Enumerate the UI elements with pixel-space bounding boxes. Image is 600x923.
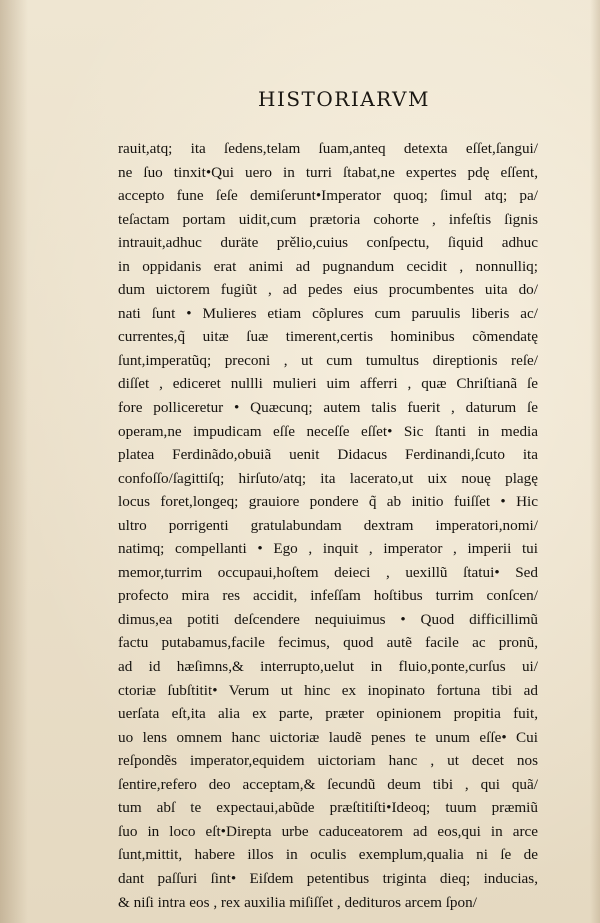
text-line: fore polliceretur • Quæcunq; autem talis fuerit , daturum ſe [118, 399, 538, 417]
text-line: rauit,atq; ita ſedens,telam ſuam,anteq detexta eſſet,ſangui/ [118, 140, 538, 157]
text-line: platea Ferdinãdo,obuiã uenit Didacus Ferdinandi,ſcuto ita [118, 446, 538, 464]
text-line: accepto fune ſeſe demiſerunt•Imperator quoq; ſimul atq; pa/ [118, 187, 538, 205]
text-line: ſunt,imperatũq; preconi , ut cum tumultus direptionis reſe/ [118, 351, 538, 369]
text-line: profecto mira res accidit, infeſſam hoſtibus turrim conſcen/ [118, 587, 538, 605]
text-block [118, 137, 538, 914]
text-line: operam,ne impudicam eſſe neceſſe eſſet• Sic ſtanti in media [118, 422, 538, 440]
text-line: ad id hæſimns,& interrupto,uelut in fluio,ponte,curſus ui/ [118, 658, 538, 676]
text-line: ſuo in loco eſt•Direpta urbe caduceatorem ad eos,qui in arce [118, 822, 538, 840]
text-line: uerſata eſt,ita alia ex parte, præter opinionem propitia fuit, [118, 705, 538, 723]
text-line: ultro porrigenti gratulabundam dextram imperatori,nomi/ [118, 516, 538, 534]
text-line: currentes,q̃ uitæ ſuæ timerent,certis hominibus cõmendatę [118, 328, 538, 346]
text-line: & niſi intra eos , rex auxilia miſiſſet , dedituros arcem ſpon/ [118, 893, 477, 911]
text-line: dum uictorem fugiũt , ad pedes eius procumbentes uita do/ [118, 281, 538, 299]
text-line: dimus,ea potiti deſcendere nequiuimus • Quod difficillimũ [118, 610, 538, 628]
text-line: intrauit,adhuc duräte prělio,cuius conſpectu, ſiquid adhuc [118, 234, 538, 252]
text-line: memor,turrim occupaui,hoſtem deieci , uexillũ ſtatui• Sed [118, 563, 538, 581]
text-line: diſſet , ediceret nullli mulieri uim afferri , quæ Chriſtianã ſe [118, 375, 538, 393]
text-line: factu putabamus,facile fecimus, quod autẽ facile ac pronũ, [118, 634, 538, 652]
text-line: ſunt,mittit, habere illos in oculis exemplum,qualia ni ſe de [118, 846, 538, 864]
text-line: in oppidanis erat animi ad pugnandum cecidit , nonnulliq; [118, 257, 538, 275]
text-line: nati ſunt • Mulieres etiam cõplures cum paruulis liberis ac/ [118, 304, 538, 322]
text-line: confoſſo/ſagittiſq; hirſuto/atq; ita lacerato,ut uix nouę plagę [118, 469, 538, 487]
text-line: tum abſ te expectaui,abũde præſtitiſti•Ideoq; tuum præmiũ [118, 799, 538, 817]
text-line: ctoriæ ſubſtitit• Verum ut hinc ex inopinato fortuna tibi ad [118, 681, 538, 699]
text-line: natimq; compellanti • Ego , inquit , imperator , imperii tui [118, 540, 538, 558]
text-line: reſpondẽs imperator,equidem uictoriam hanc , ut decet nos [118, 752, 538, 770]
text-line: dant paſſuri ſint• Eiſdem petentibus triginta dieq; inducias, [118, 869, 538, 887]
text-line: locus foret,longeq; grauiore pondere q̃ ab initio fuiſſet • Hic [118, 493, 538, 511]
running-head: HISTORIARVM [258, 87, 430, 111]
text-line: uo lens omnem hanc uictoriæ laudẽ penes te unum eſſe• Cui [118, 728, 538, 746]
text-line: ne ſuo tinxit•Qui uero in turri ſtabat,ne expertes pdę eſſent, [118, 163, 538, 181]
text-line: teſactam portam uidit,cum prætoria cohorte , infeſtis ſignis [118, 210, 538, 228]
text-line: ſentire,refero deo acceptam,& ſecundũ deum tibi , qui quã/ [118, 775, 538, 793]
